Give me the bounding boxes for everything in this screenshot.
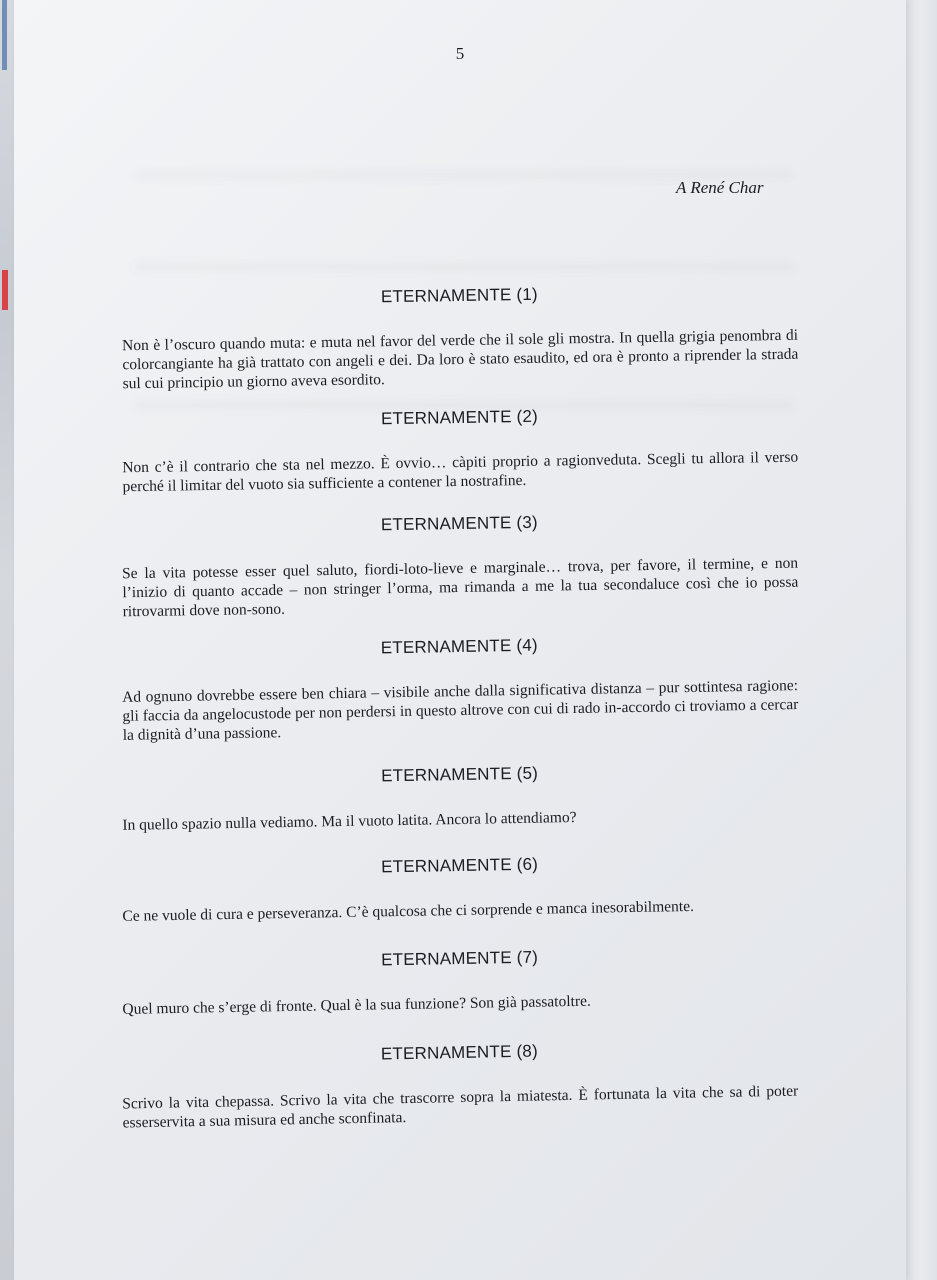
poem-section bbox=[121, 943, 798, 1019]
poem-section bbox=[121, 403, 798, 497]
poem-section bbox=[121, 850, 798, 926]
section-heading: ETERNAMENTE (2) bbox=[380, 406, 539, 429]
section-heading: ETERNAMENTE (7) bbox=[380, 947, 539, 970]
section-body: In quello spazio nulla vediamo. Ma il vuoto latita. Ancora lo attendiamo? bbox=[122, 808, 577, 834]
section-body: Ce ne vuole di cura e perseveranza. C’è qualcosa che ci sorprende e manca inesorabilmente. bbox=[122, 897, 695, 925]
section-heading: ETERNAMENTE (6) bbox=[380, 854, 539, 877]
poem-section bbox=[121, 759, 798, 835]
section-body: Non c’è il contrario che sta nel mezzo. È ovvio… càpiti proprio a ragionveduta. Scegli tu allora il verso perché il limitar del vuoto sia sufficiente a contener la nostrafine. bbox=[122, 448, 799, 496]
section-body: Scrivo la vita chepassa. Scrivo la vita che trascorre sopra la miatesta. È fortunata la vita che sa di poter esserservita a sua misura ed anche sconfinata. bbox=[122, 1082, 799, 1132]
section-body: Se la vita potesse esser quel saluto, fiordi-loto-lieve e marginale… trova, per favore, il termine, e non l’inizio di quanto accade – non stringer l’orma, ma rimanda a me la tua secondaluce così che io possa ritrovarmi dove non-sono. bbox=[121, 554, 799, 621]
section-heading: ETERNAMENTE (1) bbox=[380, 284, 538, 307]
section-heading: ETERNAMENTE (5) bbox=[380, 763, 539, 786]
spine-red-stripe bbox=[2, 270, 8, 310]
section-body: Non è l’oscuro quando muta: e muta nel favor del verde che il sole gli mostra. In quella grigia penombra di colorcangiante ha già trattato con angeli e dei. Da loro è stato esaudito, ed ora è pronto a riprender la strada sul cui principio un giorno aveva esordito. bbox=[121, 326, 799, 393]
poem-section bbox=[121, 281, 799, 394]
dedication: A René Char bbox=[676, 178, 764, 197]
book-page bbox=[14, 0, 906, 1280]
spine-blue-stripe bbox=[2, 0, 7, 70]
poem-section bbox=[121, 631, 799, 745]
poem-section bbox=[121, 509, 799, 622]
section-heading: ETERNAMENTE (8) bbox=[380, 1041, 539, 1064]
page-number: 5 bbox=[455, 44, 465, 63]
section-heading: ETERNAMENTE (4) bbox=[380, 635, 538, 658]
section-body: Quel muro che s’erge di fronte. Qual è la sua funzione? Son già passatoltre. bbox=[122, 992, 591, 1018]
section-body: Ad ognuno dovrebbe essere ben chiara – visibile anche dalla significativa distanza – pur sottintesa ragione: gli faccia da angelocustode per non perdersi in questo altrove con cui di rado in-accordo ci troviamo a cercar la dignità d’una passione. bbox=[121, 677, 799, 744]
section-heading: ETERNAMENTE (3) bbox=[380, 512, 538, 535]
poem-section bbox=[121, 1037, 798, 1133]
show-through-shadow bbox=[134, 262, 794, 272]
